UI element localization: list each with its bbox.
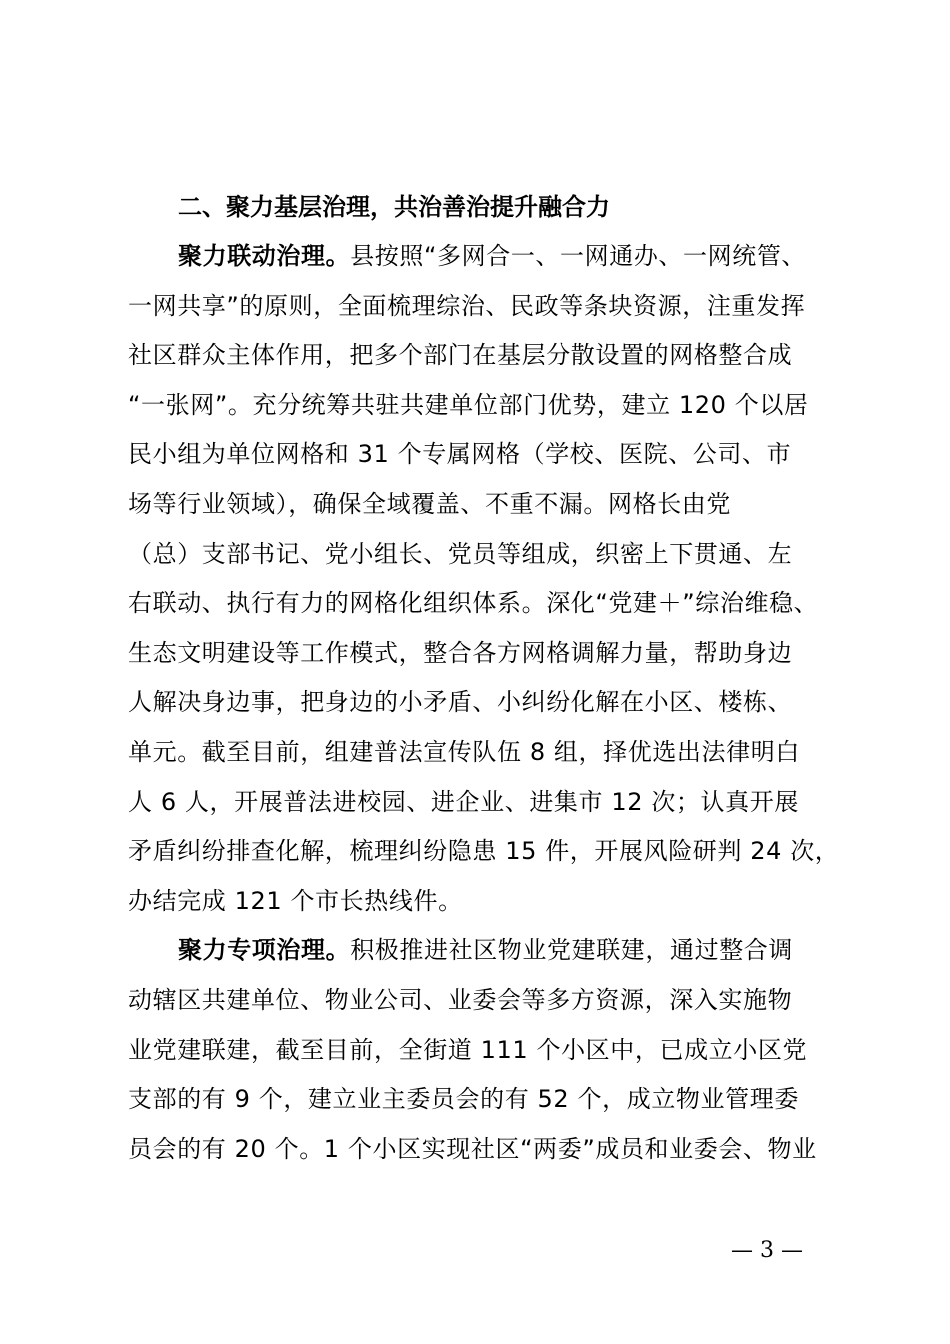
paragraph-line: 场等行业领域），确保全域覆盖、不重不漏。网格长由党 (128, 489, 731, 518)
document-body (128, 182, 858, 1174)
paragraph-line: 矛盾纠纷排查化解，梳理纠纷隐患 15 件，开展风险研判 24 次， (128, 837, 840, 866)
paragraph-line: 支部的有 9 个，建立业主委员会的有 52 个，成立物业管理委 (128, 1085, 799, 1114)
paragraph-lead: 聚力联动治理。 (178, 242, 351, 270)
paragraph-special-governance (128, 926, 858, 1174)
paragraph-line: 业党建联建，截至目前，全街道 111 个小区中，已成立小区党 (128, 1035, 808, 1064)
paragraph-linkage-governance (128, 232, 858, 926)
paragraph-line: “一张网”。充分统筹共驻共建单位部门优势，建立 120 个以居 (128, 390, 809, 419)
paragraph-line: 人解决身边事，把身边的小矛盾、小纠纷化解在小区、楼栋、 (128, 688, 793, 717)
paragraph-line: 民小组为单位网格和 31 个专属网格（学校、医院、公司、市 (128, 440, 792, 469)
section-heading: 二、聚力基层治理，共治善治提升融合力 (178, 193, 610, 221)
paragraph-line: 一网共享”的原则，全面梳理综治、民政等条块资源，注重发挥 (128, 291, 806, 320)
paragraph-line: 办结完成 121 个市长热线件。 (128, 886, 463, 915)
paragraph-line: 右联动、执行有力的网格化组织体系。深化“党建＋”综治维稳、 (128, 589, 819, 618)
paragraph-line: 员会的有 20 个。1 个小区实现社区“两委”成员和业委会、物业 (128, 1134, 817, 1163)
paragraph-line: 生态文明建设等工作模式，整合各方网格调解力量，帮助身边 (128, 638, 793, 667)
paragraph-first-line (128, 926, 858, 976)
paragraph-line: 人 6 人，开展普法进校园、进企业、进集市 12 次；认真开展 (128, 787, 799, 816)
page-number: — 3 — (731, 1238, 803, 1263)
paragraph-line: 动辖区共建单位、物业公司、业委会等多方资源，深入实施物 (128, 985, 793, 1014)
paragraph-line: 积极推进社区物业党建联建，通过整合调 (350, 936, 794, 965)
paragraph-line: 社区群众主体作用，把多个部门在基层分散设置的网格整合成 (128, 341, 793, 370)
paragraph-lead: 聚力专项治理。 (178, 936, 351, 965)
paragraph-line: 单元。截至目前，组建普法宣传队伍 8 组，择优选出法律明白 (128, 737, 800, 766)
paragraph-line: （总）支部书记、党小组长、党员等组成，织密上下贯通、左 (128, 539, 793, 568)
paragraph-first-line (128, 232, 858, 282)
paragraph-line: 县按照“多网合一、一网通办、一网统管、 (350, 242, 807, 270)
